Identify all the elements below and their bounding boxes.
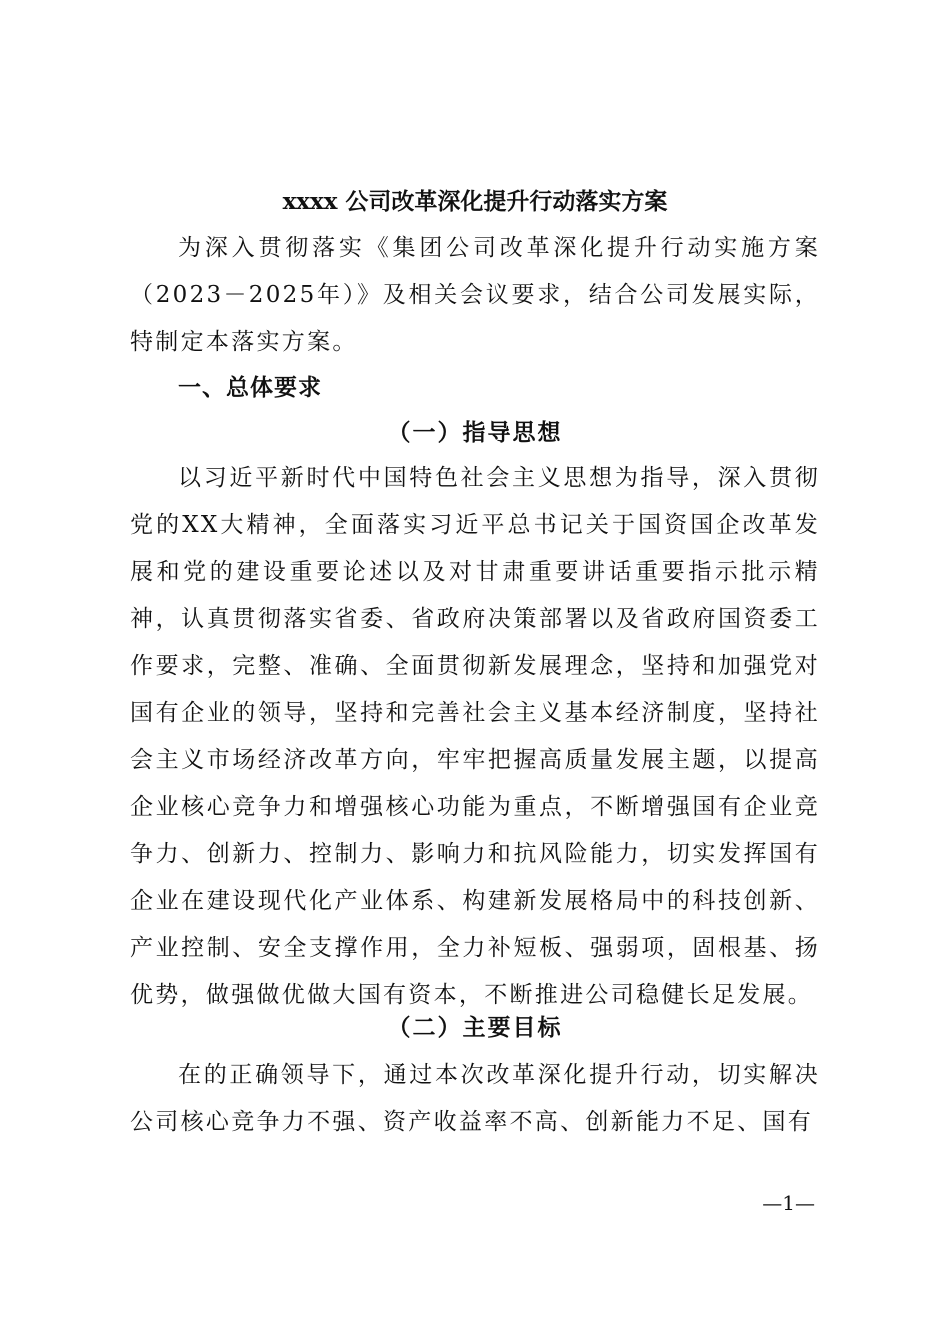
intro-paragraph: 为深入贯彻落实《集团公司改革深化提升行动实施方案（2023－2025年）》及相关会议要求，结合公司发展实际，特制定本落实方案。 (130, 235, 820, 355)
main-goals-paragraph: 在的正确领导下，通过本次改革深化提升行动，切实解决公司核心竞争力不强、资产收益率不高、创新能力不足、国有 (130, 1062, 820, 1135)
section-heading-general-requirements: 一、总体要求 (178, 374, 322, 401)
document-title: xxxx 公司改革深化提升行动落实方案 (282, 188, 668, 215)
page-number: —1— (762, 1191, 815, 1215)
subsection-heading-main-goals: （二）主要目标 (387, 1014, 563, 1041)
guiding-ideology-paragraph: 以习近平新时代中国特色社会主义思想为指导，深入贯彻党的XX大精神，全面落实习近平总书记关于国资国企改革发展和党的建设重要论述以及对甘肃重要讲话重要指示批示精神，认真贯彻落实省委、省政府决策部署以及省政府国资委工作要求，完整、准确、全面贯彻新发展理念，坚持和加强党对国有企业的领导，坚持和完善社会主义基本经济制度，坚持社会主义市场经济改革方向，牢牢把握高质量发展主题，以提高企业核心竞争力和增强核心功能为重点，不断增强国有企业竞争力、创新力、控制力、影响力和抗风险能力，切实发挥国有企业在建设现代化产业体系、构建新发展格局中的科技创新、产业控制、安全支撑作用，全力补短板、强弱项，固根基、扬优势，做强做优做大国有资本，不断推进公司稳健长足发展。 (130, 465, 820, 1008)
subsection-heading-guiding-ideology: （一）指导思想 (387, 419, 563, 446)
